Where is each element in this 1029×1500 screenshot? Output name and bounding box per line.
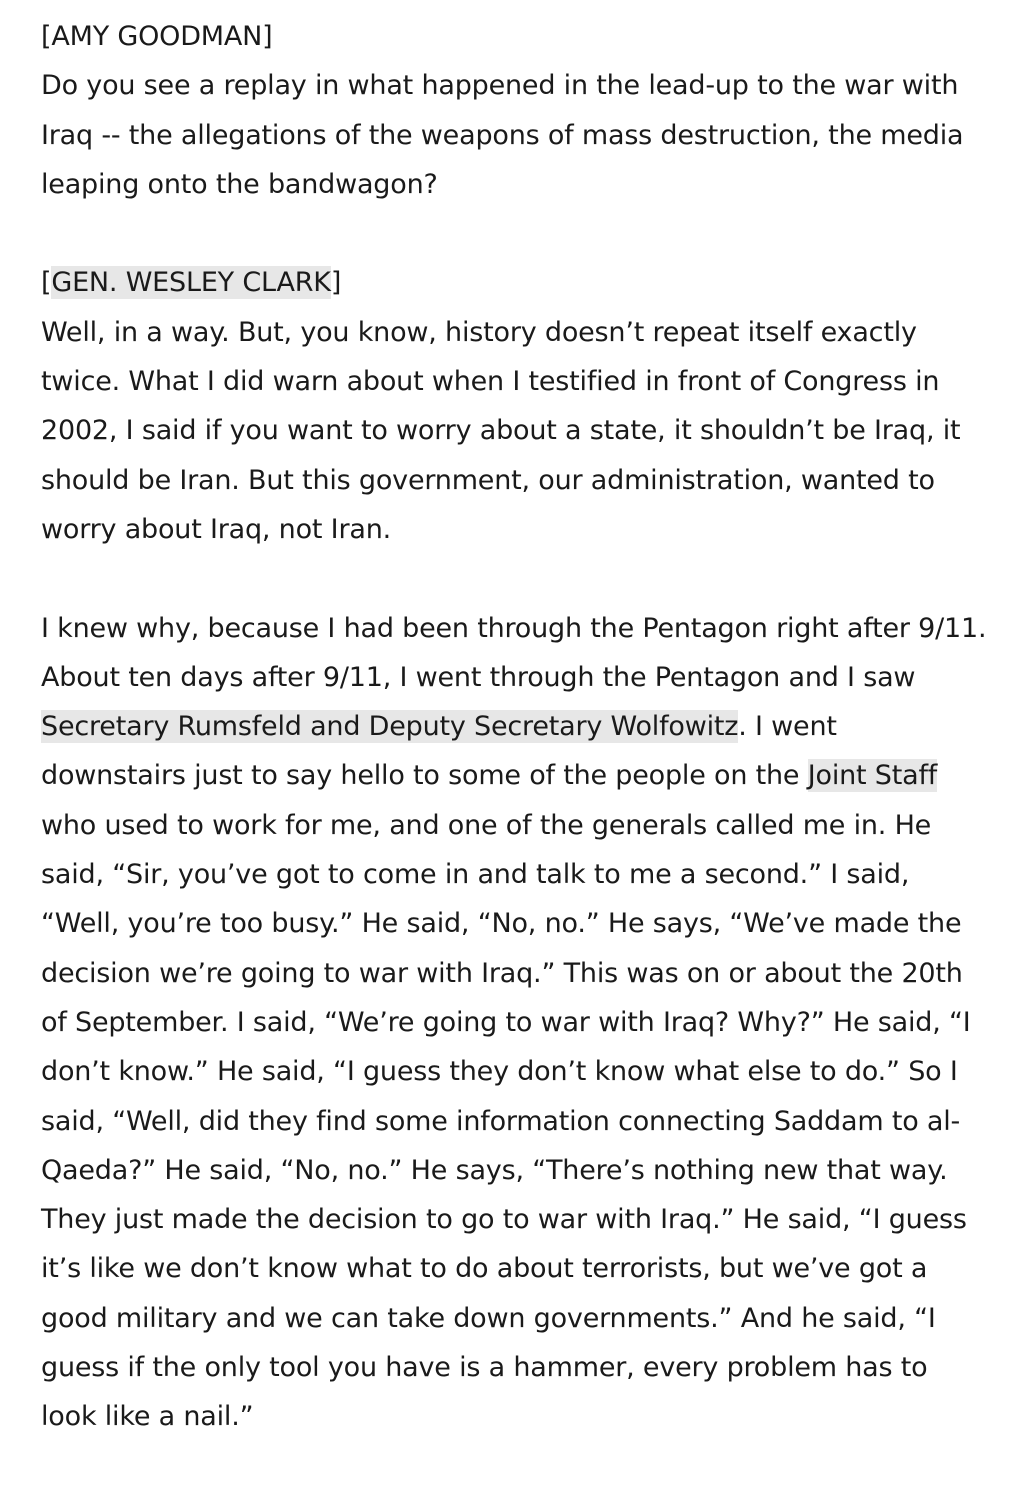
link-rumsfeld-wolfowitz[interactable]: Secretary Rumsfeld and Deputy Secretary Wolfowitz	[41, 711, 739, 743]
speaker-label-wesley-clark	[41, 258, 989, 307]
speaker-link-wesley-clark[interactable]: GEN. WESLEY CLARK	[51, 267, 331, 299]
answer-paragraph-2	[41, 604, 989, 1442]
paragraph-gap	[41, 209, 989, 258]
answer-text-segment: I knew why, because I had been through the Pentagon right after 9/11. About ten days after 9/11, I went through the Pentagon and I saw	[41, 612, 987, 693]
answer-text-segment: who used to work for me, and one of the generals called me in. He said, “Sir, you’ve got to come in and talk to me a second.” I said, “Well, you’re too busy.” He said, “No, no.” He says, “We’ve made the decision we’re going to war with Iraq.” This was on or about the 20th of September. I said, “We’re going to war with Iraq? Why?” He said, “I don’t know.” He said, “I guess they don’t know what else to do.” So I said, “Well, did they find some information connecting Saddam to al-Qaeda?” He said, “No, no.” He says, “There’s nothing new that way. They just made the decision to go to war with Iraq.” He said, “I guess it’s like we don’t know what to do about terrorists, but we’ve got a good military and we can take down governments.” And he said, “I guess if the only tool you have is a hammer, every problem has to look like a nail.”	[41, 809, 971, 1433]
speaker-bracket-open: [	[41, 267, 52, 299]
speaker-name: AMY GOODMAN	[51, 21, 263, 52]
link-joint-staff[interactable]: Joint Staff	[807, 760, 938, 792]
speaker-label-amy-goodman: [AMY GOODMAN]	[41, 21, 273, 52]
paragraph-gap	[41, 554, 989, 603]
speaker-bracket-close: ]	[330, 267, 342, 299]
answer-paragraph-1: Well, in a way. But, you know, history doesn’t repeat itself exactly twice. What I did warn about when I testified in front of Congress in 2002, I said if you want to worry about a state, it shouldn’t be Iraq, it should be Iran. But this government, our administration, wanted to worry about Iraq, not Iran.	[41, 316, 961, 545]
answer-text-segment: . I went downstairs just to say hello to some of the people on the	[41, 711, 837, 792]
question-paragraph: Do you see a replay in what happened in the lead-up to the war with Iraq -- the allegations of the weapons of mass destruction, the media leaping onto the bandwagon?	[41, 70, 964, 200]
